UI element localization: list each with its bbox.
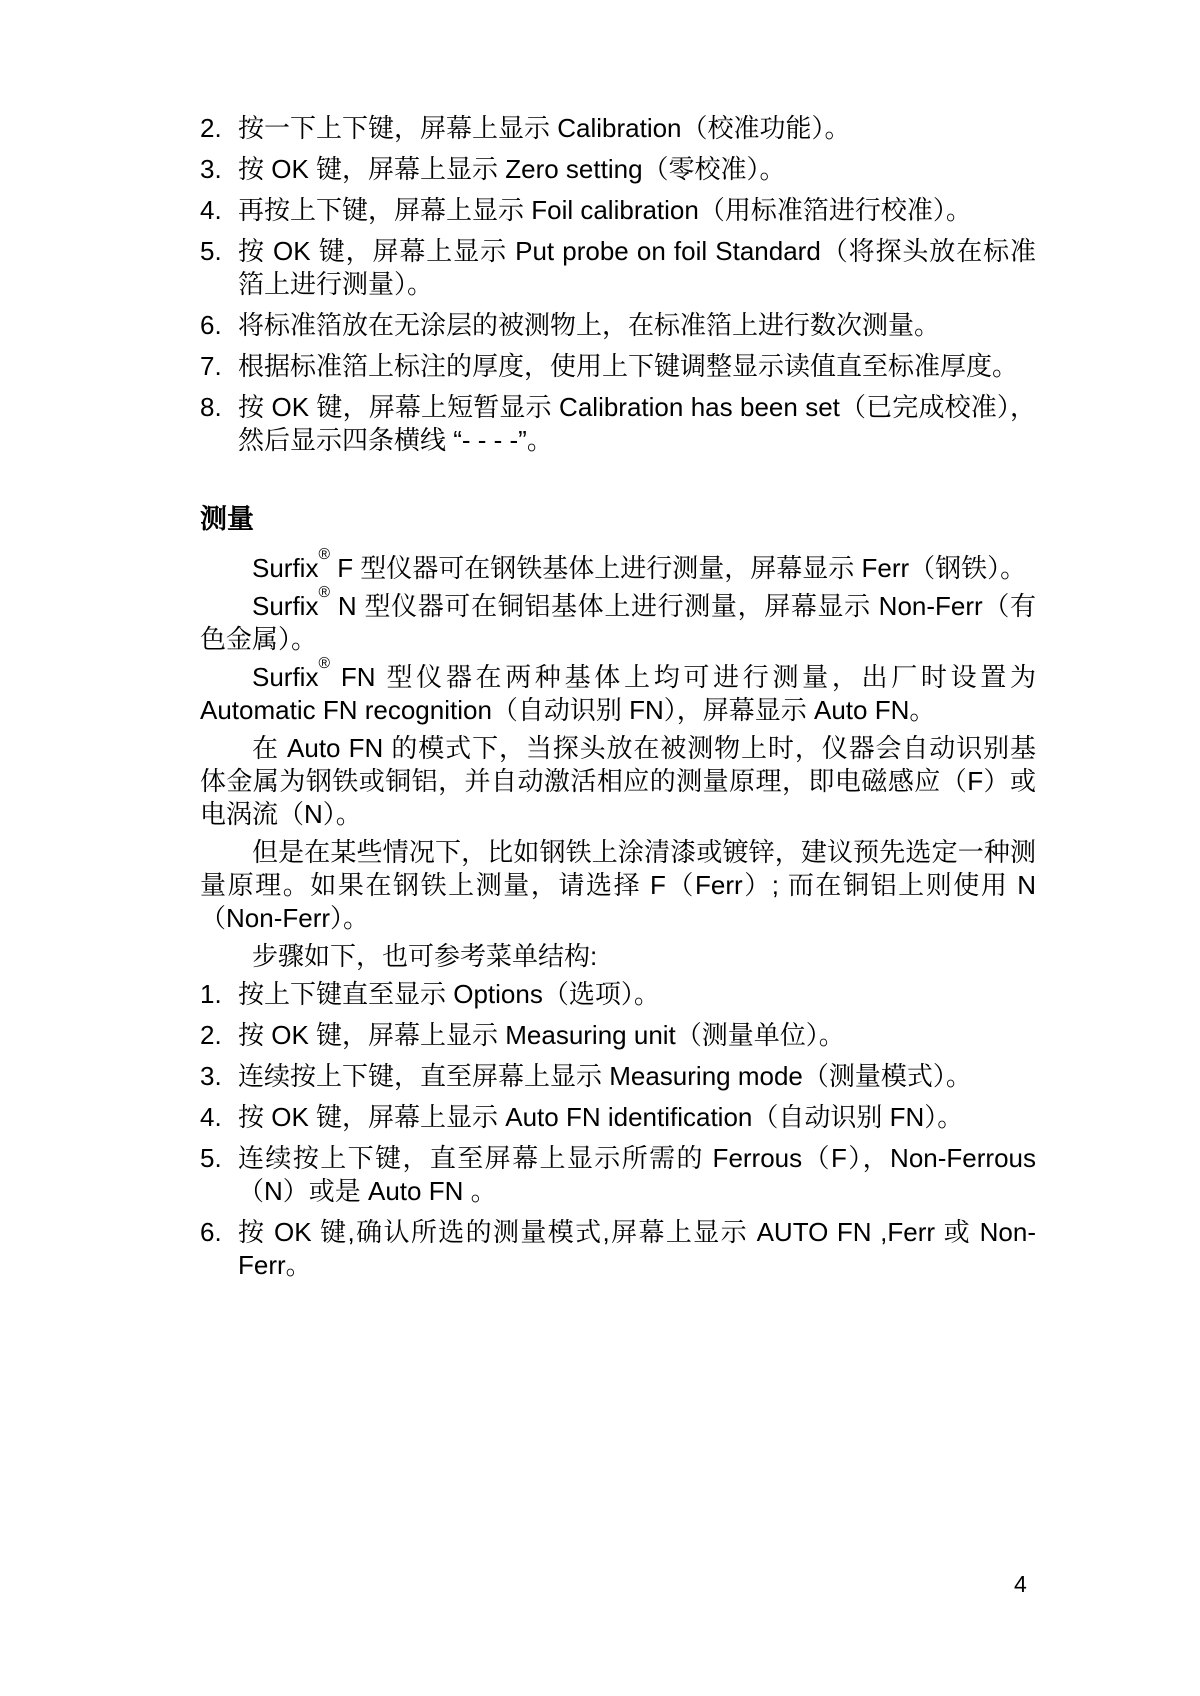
- step-item: [200, 1101, 1036, 1134]
- page-number: 4: [1014, 1571, 1027, 1597]
- registered-trademark-symbol: ®: [318, 654, 330, 672]
- step-number: 8.: [200, 392, 222, 422]
- paragraph-surfix-n: [200, 583, 1036, 656]
- step-number: 3.: [200, 154, 222, 184]
- step-number: 3.: [200, 1061, 222, 1091]
- paragraph-text: F 型仪器可在钢铁基体上进行测量，屏幕显示 Ferr（钢铁）。: [329, 553, 1027, 583]
- page-content: [200, 112, 1036, 1290]
- step-item: [200, 1060, 1036, 1093]
- step-item: [200, 194, 1036, 227]
- step-item: [200, 978, 1036, 1011]
- step-number: 4.: [200, 195, 222, 225]
- step-text: 再按上下键，屏幕上显示 Foil calibration（用标准箔进行校准）。: [238, 195, 972, 225]
- step-item: [200, 309, 1036, 342]
- paragraph-steps-intro: 步骤如下，也可参考菜单结构:: [252, 941, 598, 971]
- step-text: 按上下键直至显示 Options（选项）。: [238, 979, 660, 1009]
- step-number: 4.: [200, 1102, 222, 1132]
- brand-text: Surfix: [252, 662, 319, 692]
- step-text: 连续按上下键，直至屏幕上显示 Measuring mode（测量模式）。: [238, 1061, 972, 1091]
- step-text: 按 OK 键,确认所选的测量模式,屏幕上显示 AUTO FN ,Ferr 或 Non-Ferr。: [238, 1217, 1036, 1280]
- step-item: [200, 112, 1036, 145]
- step-number: 6.: [200, 1217, 222, 1247]
- step-text: 将标准箔放在无涂层的被测物上，在标准箔上进行数次测量。: [238, 310, 941, 340]
- step-number: 2.: [200, 1020, 222, 1050]
- paragraph-text: N 型仪器可在铜铝基体上进行测量，屏幕显示 Non-Ferr（有色金属）。: [200, 591, 1036, 654]
- paragraph-auto-fn-mode: 在 Auto FN 的模式下，当探头放在被测物上时，仪器会自动识别基体金属为钢铁或铜铝，并自动激活相应的测量原理，即电磁感应（F）或电涡流（N）。: [200, 733, 1036, 829]
- step-number: 1.: [200, 979, 222, 1009]
- step-text: 按 OK 键，屏幕上显示 Put probe on foil Standard（将探头放在标准箔上进行测量）。: [238, 236, 1036, 299]
- step-item: [200, 1142, 1036, 1208]
- paragraph-surfix-fn: [200, 654, 1036, 727]
- step-number: 5.: [200, 1143, 222, 1173]
- brand-text: Surfix: [252, 591, 319, 621]
- step-item: [200, 350, 1036, 383]
- step-text: 按 OK 键，屏幕上显示 Measuring unit（测量单位）。: [238, 1020, 845, 1050]
- calibration-steps-list: [200, 112, 1036, 457]
- measuring-mode-steps-list: [200, 978, 1036, 1282]
- paragraph-surfix-f: [200, 545, 1036, 585]
- step-text: 按一下上下键，屏幕上显示 Calibration（校准功能）。: [238, 113, 851, 143]
- step-number: 6.: [200, 310, 222, 340]
- paragraph-text: FN 型仪器在两种基体上均可进行测量，出厂时设置为 Automatic FN recognition（自动识别 FN），屏幕显示 Auto FN。: [200, 662, 1036, 725]
- registered-trademark-symbol: ®: [318, 583, 330, 601]
- step-text: 按 OK 键，屏幕上短暂显示 Calibration has been set（已完成校准），然后显示四条横线 “- - - -”。: [238, 392, 1036, 455]
- step-item: [200, 1019, 1036, 1052]
- registered-trademark-symbol: ®: [318, 545, 330, 563]
- step-item: [200, 153, 1036, 186]
- step-number: 5.: [200, 236, 222, 266]
- brand-text: Surfix: [252, 553, 319, 583]
- step-text: 连续按上下键，直至屏幕上显示所需的 Ferrous（F），Non-Ferrous（N）或是 Auto FN 。: [238, 1143, 1036, 1206]
- step-text: 按 OK 键，屏幕上显示 Auto FN identification（自动识别 FN）。: [238, 1102, 964, 1132]
- step-text: 按 OK 键，屏幕上显示 Zero setting（零校准）。: [238, 154, 786, 184]
- section-heading-measurement: 测量: [200, 504, 254, 534]
- paragraph-recommendation: 但是在某些情况下，比如钢铁上涂清漆或镀锌，建议预先选定一种测量原理。如果在钢铁上测量，请选择 F（Ferr）; 而在铜铝上则使用 N（Non-Ferr）。: [200, 837, 1036, 933]
- step-item: [200, 391, 1036, 457]
- step-text: 根据标准箔上标注的厚度，使用上下键调整显示读值直至标准厚度。: [238, 351, 1019, 381]
- step-item: [200, 235, 1036, 301]
- step-number: 2.: [200, 113, 222, 143]
- step-number: 7.: [200, 351, 222, 381]
- step-item: [200, 1216, 1036, 1282]
